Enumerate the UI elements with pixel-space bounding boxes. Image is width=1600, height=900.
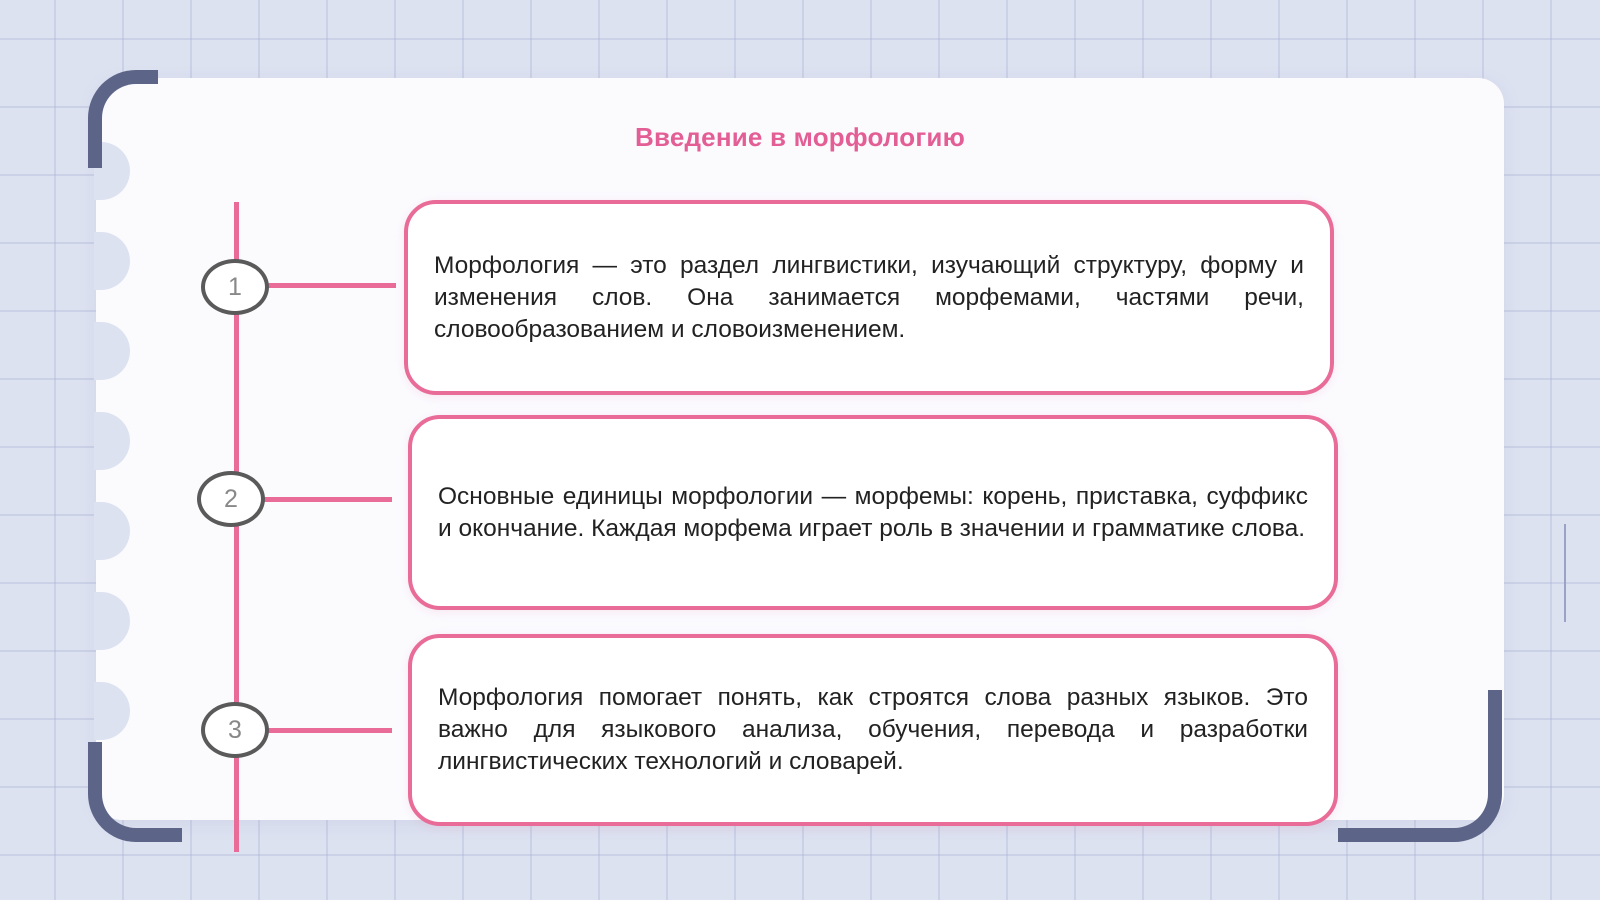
step-badge-3: 3	[201, 702, 269, 758]
info-box-3	[408, 634, 1338, 826]
connector-3	[266, 728, 392, 733]
corner-bracket-top-left	[88, 70, 158, 168]
info-box-text-2: Основные единицы морфологии — морфемы: корень, приставка, суффикс и окончание. Каждая морфема играет роль в значении и грамматике слова.	[438, 482, 1308, 542]
info-box-1	[404, 200, 1334, 395]
decorative-line	[1564, 524, 1566, 622]
info-box-text-3: Морфология помогает понять, как строятся слова разных языков. Это важно для языкового анализа, обучения, перевода и разработки лингвистических технологий и словарей.	[438, 684, 1308, 775]
connector-2	[262, 497, 392, 502]
info-box-text-1: Морфология — это раздел лингвистики, изучающий структуру, форму и изменения слов. Она занимается морфемами, частями речи, словообразованием и словоизменением.	[434, 251, 1304, 343]
corner-bracket-bottom-left	[88, 742, 182, 842]
step-badge-1: 1	[201, 259, 269, 315]
slide-title: Введение в морфологию	[635, 122, 965, 152]
info-box-2	[408, 415, 1338, 610]
connector-1	[266, 283, 396, 288]
step-badge-2: 2	[197, 471, 265, 527]
corner-bracket-bottom-right	[1338, 690, 1502, 842]
